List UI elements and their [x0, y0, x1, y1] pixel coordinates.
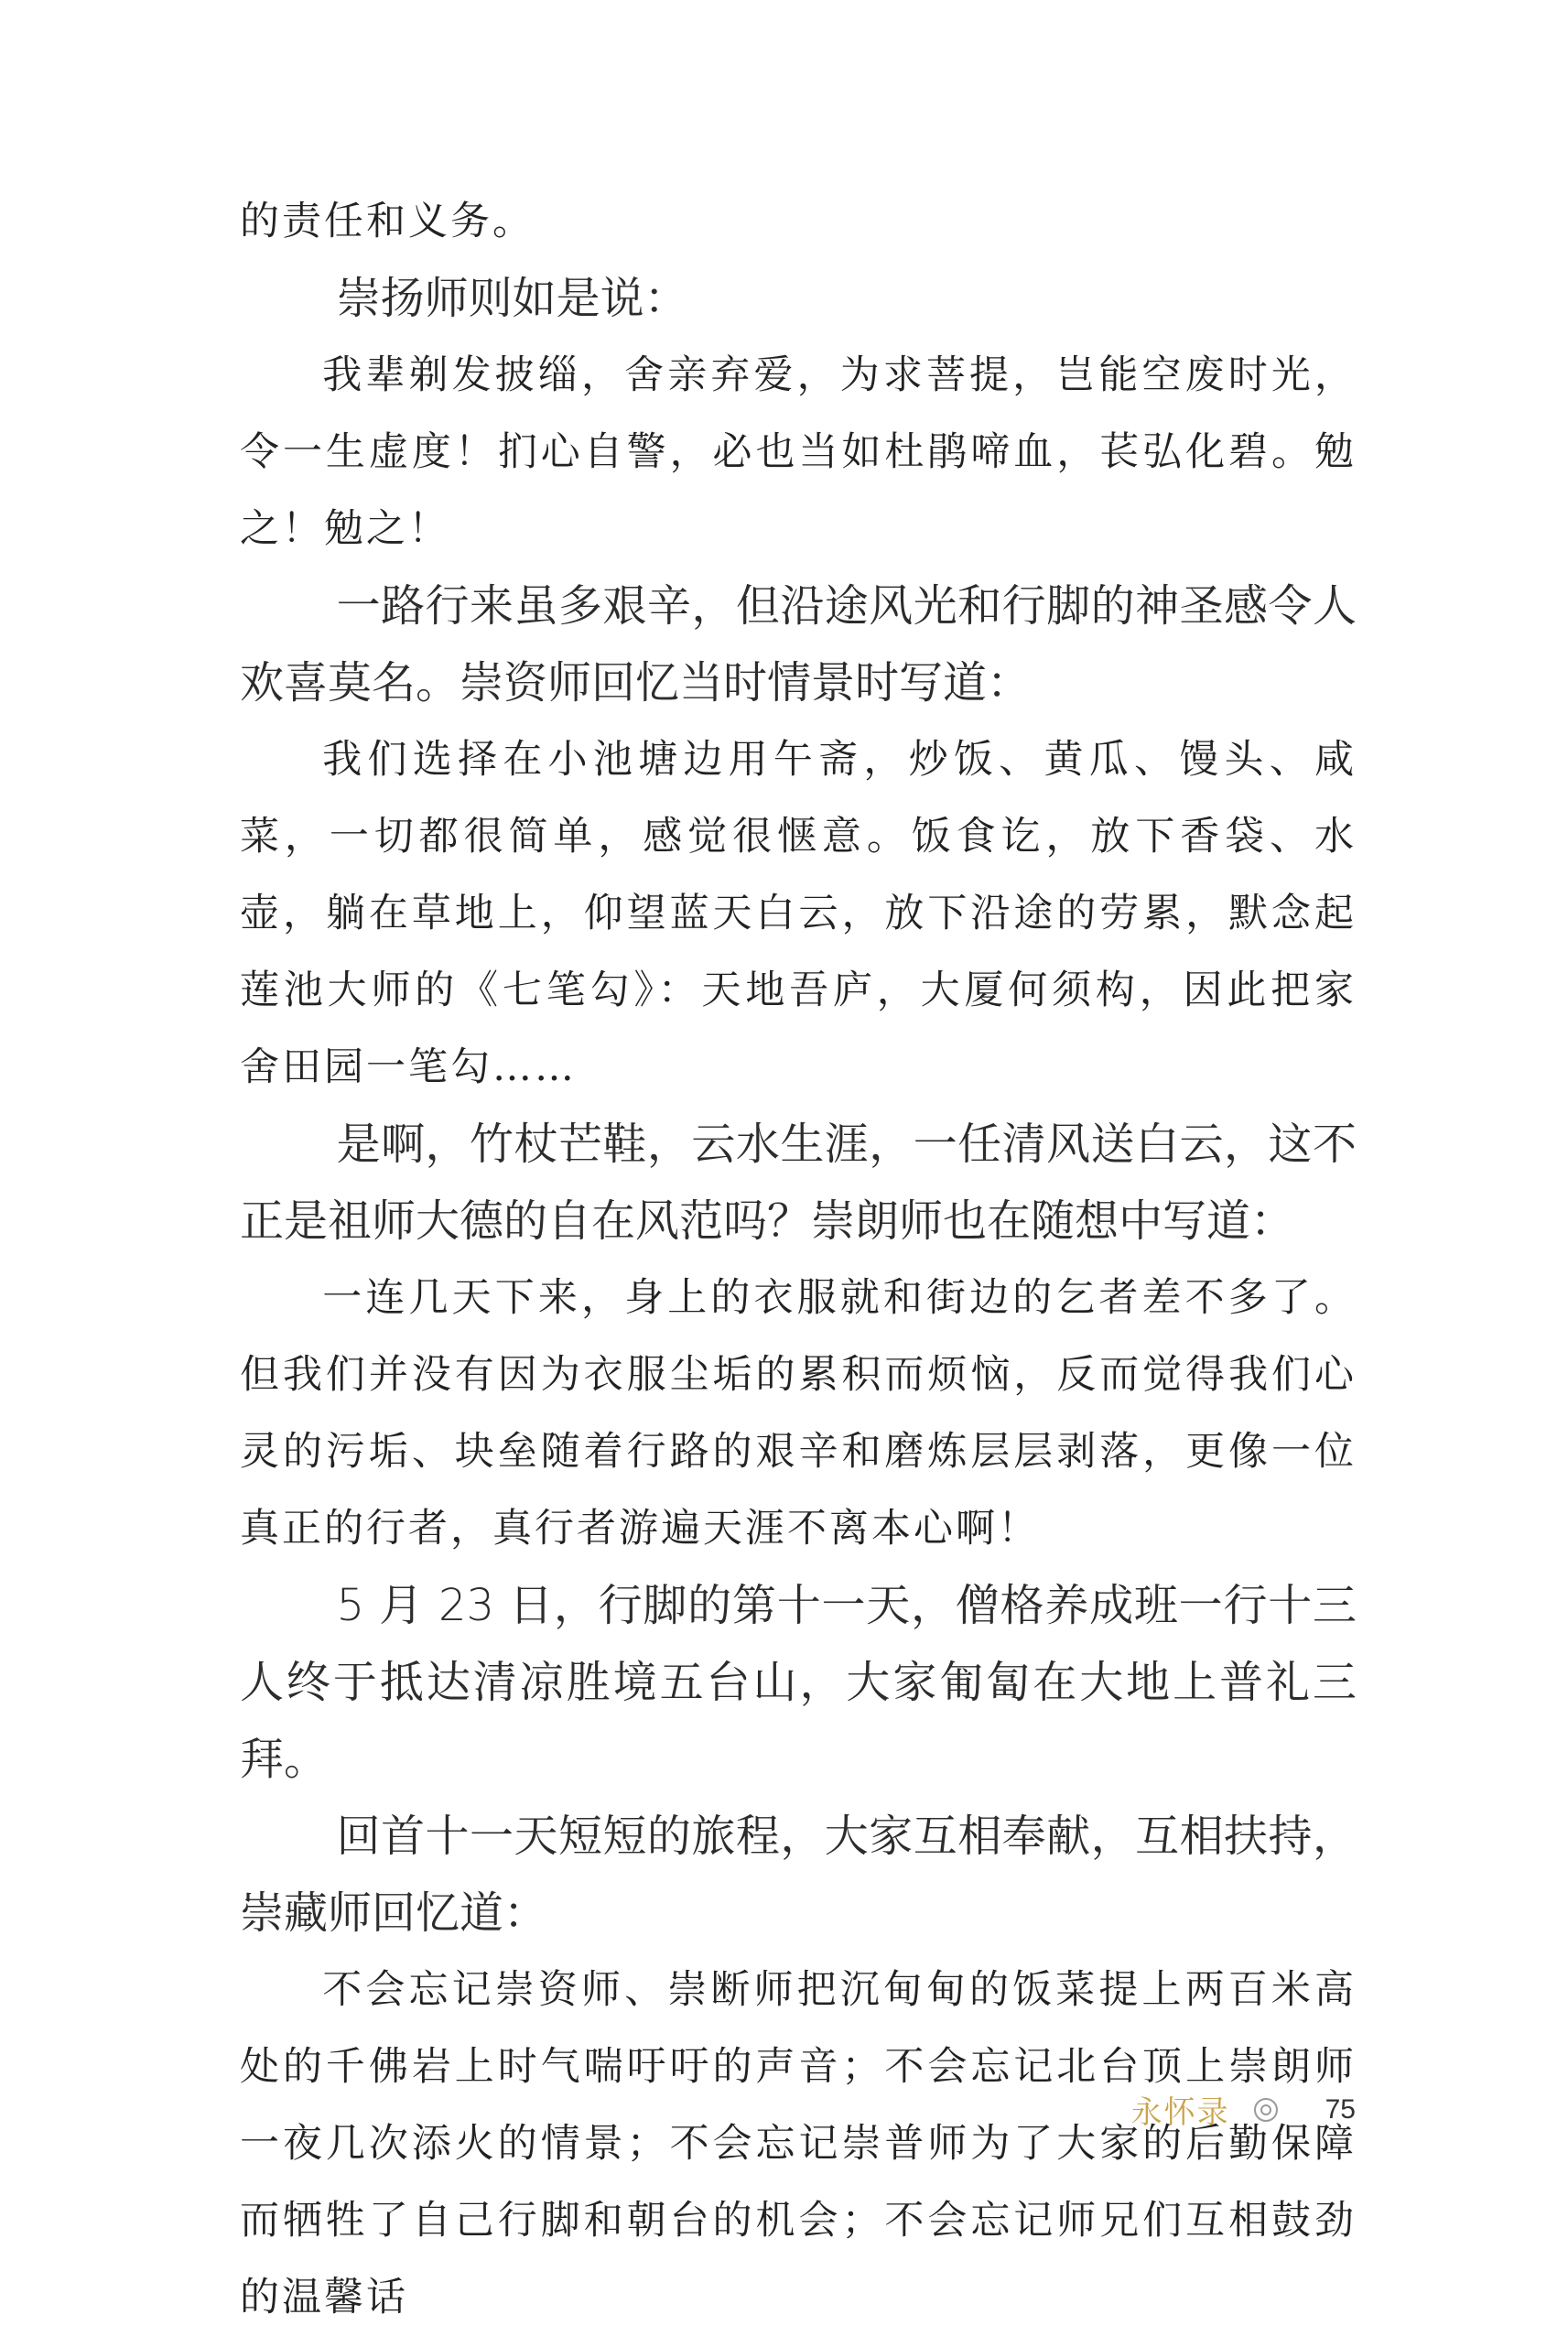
page-body	[240, 183, 1357, 2336]
paragraph-quote-3: 我们选择在小池塘边用午斋，炒饭、黄瓜、馒头、咸菜，一切都很简单，感觉很惬意。饭食讫，放下香袋、水壶，躺在草地上，仰望蓝天白云，放下沿途的劳累，默念起莲池大师的《七笔勾》：天地吾庐，大厦何须构，因此把家舍田园一笔勾……	[240, 737, 1357, 1090]
double-circle-icon	[1254, 2098, 1278, 2122]
paragraph-body-3: 是啊，竹杖芒鞋，云水生涯，一任清风送白云，这不正是祖师大德的自在风范吗？崇朗师也在随想中写道：	[240, 1119, 1357, 1247]
paragraph-body-1: 崇扬师则如是说：	[336, 273, 688, 324]
page-number: 75	[1325, 2093, 1356, 2125]
paragraph-quote-2: 我辈剃发披缁，舍亲弃爱，为求菩提，岂能空废时光，令一生虚度！扪心自警，必也当如杜鹃啼血，苌弘化碧。勉之！勉之！	[240, 352, 1357, 552]
paragraph-quote-4: 一连几天下来，身上的衣服就和街边的乞者差不多了。但我们并没有因为衣服尘垢的累积而烦恼，反而觉得我们心灵的污垢、块垒随着行路的艰辛和磨炼层层剥落，更像一位真正的行者，真行者游遍天涯不离本心啊！	[240, 1275, 1357, 1552]
paragraph-body-4: 5 月 23 日，行脚的第十一天，僧格养成班一行十三人终于抵达清凉胜境五台山，大家匍匐在大地上普礼三拜。	[240, 1580, 1357, 1785]
paragraph-body-5: 回首十一天短短的旅程，大家互相奉献，互相扶持，崇藏师回忆道：	[240, 1811, 1357, 1939]
paragraph-quote-1: 的责任和义务。	[240, 199, 535, 244]
page-footer	[1131, 2087, 1356, 2132]
book-title: 永怀录	[1130, 2094, 1230, 2131]
paragraph-quote-5: 不会忘记崇资师、崇断师把沉甸甸的饭菜提上两百米高处的千佛岩上时气喘吁吁的声音；不会忘记北台顶上崇朗师一夜几次添火的情景；不会忘记崇普师为了大家的后勤保障而牺牲了自己行脚和朝台的机会；不会忘记师兄们互相鼓劲的温馨话	[240, 1967, 1357, 2320]
paragraph-body-2: 一路行来虽多艰辛，但沿途风光和行脚的神圣感令人欢喜莫名。崇资师回忆当时情景时写道：	[240, 580, 1357, 708]
